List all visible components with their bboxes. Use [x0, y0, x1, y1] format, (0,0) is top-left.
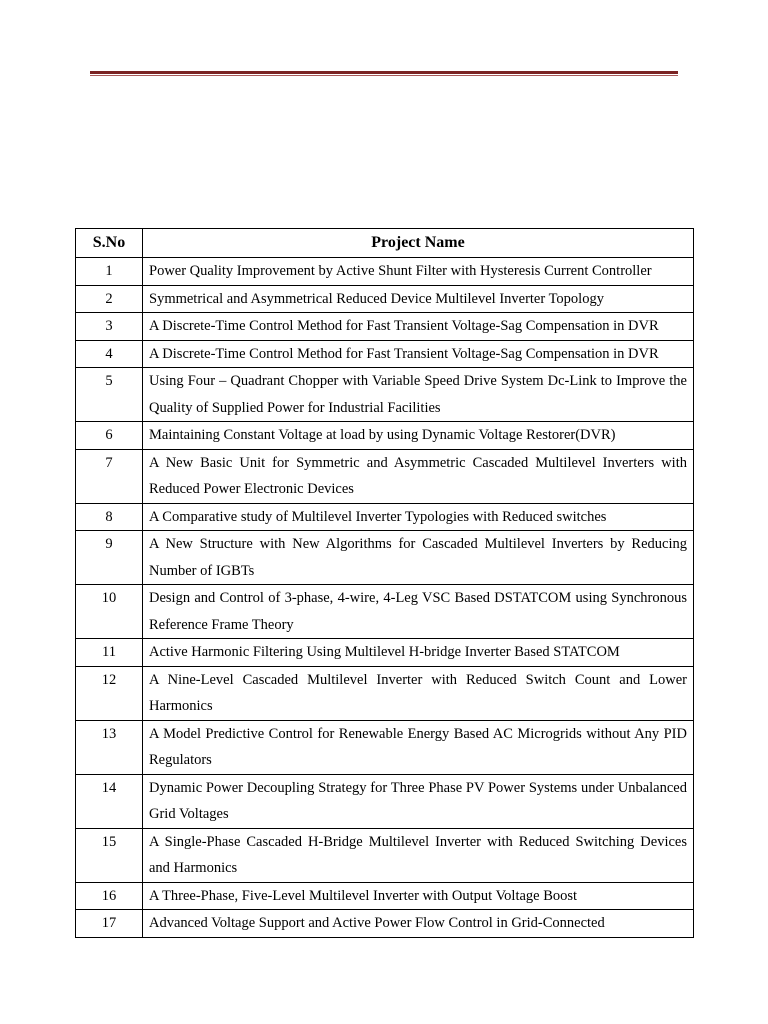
table-row — [76, 422, 694, 450]
project-name-cell: A Discrete-Time Control Method for Fast Transient Voltage-Sag Compensation in DVR — [143, 340, 694, 368]
table-row — [76, 882, 694, 910]
project-name-cell: Design and Control of 3-phase, 4-wire, 4-Leg VSC Based DSTATCOM using Synchronous Reference Frame Theory — [143, 585, 694, 639]
serial-number-cell: 1 — [76, 258, 143, 286]
serial-number-cell: 8 — [76, 503, 143, 531]
serial-number-cell: 13 — [76, 720, 143, 774]
serial-number-cell: 3 — [76, 313, 143, 341]
table-row — [76, 258, 694, 286]
project-name-cell: Symmetrical and Asymmetrical Reduced Device Multilevel Inverter Topology — [143, 285, 694, 313]
project-name-cell: A Discrete-Time Control Method for Fast Transient Voltage-Sag Compensation in DVR — [143, 313, 694, 341]
serial-number-cell: 11 — [76, 639, 143, 667]
serial-number-cell: 14 — [76, 774, 143, 828]
table-row — [76, 531, 694, 585]
project-name-cell: A Single-Phase Cascaded H-Bridge Multilevel Inverter with Reduced Switching Devices and Harmonics — [143, 828, 694, 882]
header-rule-thick-line — [90, 71, 678, 74]
serial-number-cell: 17 — [76, 910, 143, 938]
serial-number-cell: 2 — [76, 285, 143, 313]
table-row — [76, 449, 694, 503]
serial-number-cell: 5 — [76, 368, 143, 422]
project-name-cell: A New Structure with New Algorithms for Cascaded Multilevel Inverters by Reducing Number of IGBTs — [143, 531, 694, 585]
project-name-cell: Dynamic Power Decoupling Strategy for Three Phase PV Power Systems under Unbalanced Grid Voltages — [143, 774, 694, 828]
column-header-project-name: Project Name — [143, 229, 694, 258]
project-name-cell: A Nine-Level Cascaded Multilevel Inverter with Reduced Switch Count and Lower Harmonics — [143, 666, 694, 720]
serial-number-cell: 12 — [76, 666, 143, 720]
project-name-cell: Advanced Voltage Support and Active Power Flow Control in Grid-Connected — [143, 910, 694, 938]
table-row — [76, 639, 694, 667]
project-name-cell: A Three-Phase, Five-Level Multilevel Inverter with Output Voltage Boost — [143, 882, 694, 910]
project-table-header — [76, 229, 694, 258]
project-name-cell: Active Harmonic Filtering Using Multilevel H-bridge Inverter Based STATCOM — [143, 639, 694, 667]
table-row — [76, 340, 694, 368]
serial-number-cell: 9 — [76, 531, 143, 585]
project-name-cell: Maintaining Constant Voltage at load by using Dynamic Voltage Restorer(DVR) — [143, 422, 694, 450]
header-rule-thin-line — [90, 75, 678, 76]
project-name-cell: Using Four – Quadrant Chopper with Variable Speed Drive System Dc-Link to Improve the Quality of Supplied Power for Industrial Facilities — [143, 368, 694, 422]
project-table — [75, 228, 694, 938]
table-row — [76, 666, 694, 720]
project-name-cell: A Model Predictive Control for Renewable Energy Based AC Microgrids without Any PID Regulators — [143, 720, 694, 774]
serial-number-cell: 15 — [76, 828, 143, 882]
serial-number-cell: 6 — [76, 422, 143, 450]
table-row — [76, 285, 694, 313]
project-name-cell: Power Quality Improvement by Active Shunt Filter with Hysteresis Current Controller — [143, 258, 694, 286]
table-row — [76, 910, 694, 938]
header-row — [76, 229, 694, 258]
table-row — [76, 503, 694, 531]
table-row — [76, 313, 694, 341]
header-rule — [90, 71, 678, 78]
table-row — [76, 720, 694, 774]
project-name-cell: A Comparative study of Multilevel Inverter Typologies with Reduced switches — [143, 503, 694, 531]
serial-number-cell: 10 — [76, 585, 143, 639]
project-name-cell: A New Basic Unit for Symmetric and Asymmetric Cascaded Multilevel Inverters with Reduced Power Electronic Devices — [143, 449, 694, 503]
table-row — [76, 368, 694, 422]
serial-number-cell: 4 — [76, 340, 143, 368]
table-row — [76, 774, 694, 828]
serial-number-cell: 16 — [76, 882, 143, 910]
table-row — [76, 585, 694, 639]
table-row — [76, 828, 694, 882]
column-header-sno: S.No — [76, 229, 143, 258]
serial-number-cell: 7 — [76, 449, 143, 503]
project-table-body — [76, 258, 694, 938]
